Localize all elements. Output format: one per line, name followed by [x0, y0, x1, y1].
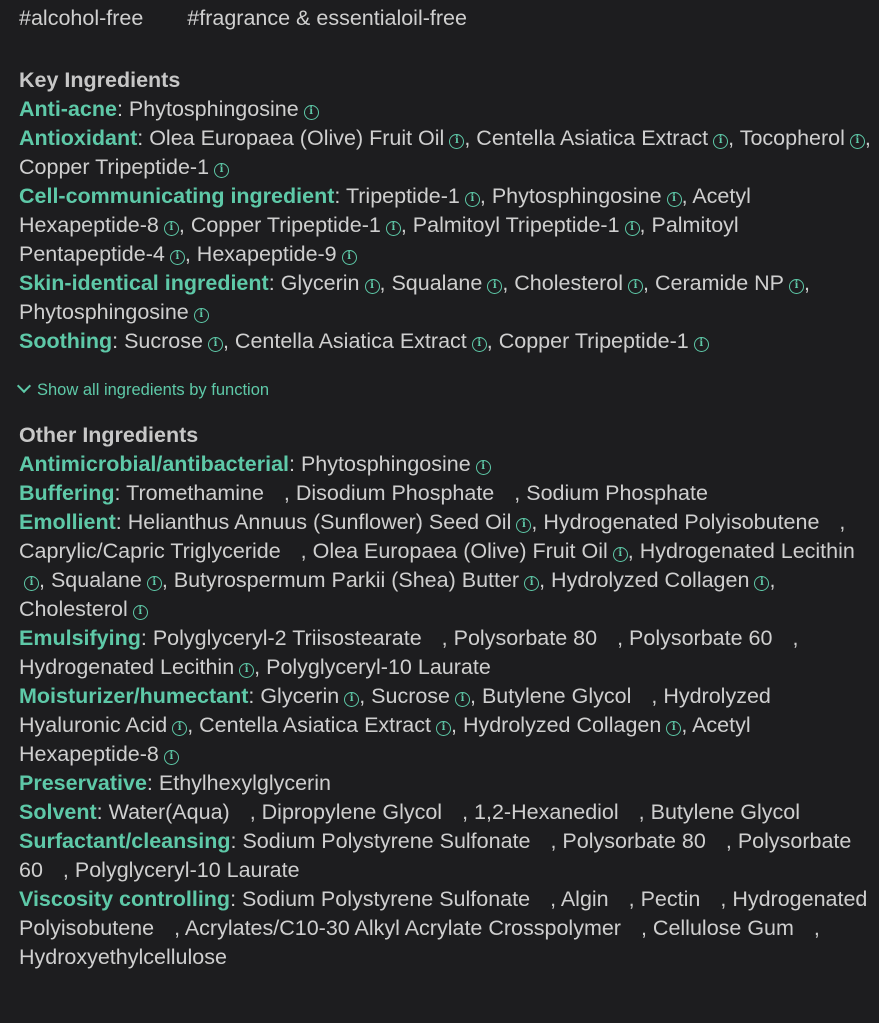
other-ingredients-title: Other Ingredients	[19, 423, 199, 447]
info-icon[interactable]: i	[613, 547, 628, 562]
chevron-down-icon	[17, 379, 31, 393]
function-group: Solvent: Water(Aqua) , Dipropylene Glycol , 1,2-Hexanediol , Butylene Glycol	[19, 800, 801, 824]
function-group: Emollient: Helianthus Annuus (Sunflower) Seed Oil i , Hydrogenated Polyisobutene , Caprylic/Capric Triglyceride , Olea Europaea (Olive) Fruit Oil i , Hydrogenated Lecithini , Squalane i , Butyrospermum Parkii (Shea) Butter i , Hydrolyzed Collagen i , Cholesterol i	[19, 510, 855, 621]
info-icon[interactable]: i	[239, 663, 254, 678]
info-icon[interactable]: i	[625, 221, 640, 236]
function-group: Preservative: Ethylhexylglycerin	[19, 771, 331, 795]
ingredient-name[interactable]: Hydrogenated Polyisobutene	[543, 510, 820, 534]
info-icon[interactable]: i	[524, 576, 539, 591]
tag-row	[19, 4, 874, 33]
ingredient-name[interactable]: Hexapeptide-9	[196, 242, 337, 266]
info-icon[interactable]: i	[164, 221, 179, 236]
info-icon[interactable]: i	[342, 250, 357, 265]
ingredient-name[interactable]: Squalane	[50, 568, 142, 592]
ingredient-name[interactable]: Ceramide NP	[654, 271, 785, 295]
info-icon[interactable]: i	[789, 279, 804, 294]
ingredient-name[interactable]: Hydrolyzed Collagen	[551, 568, 750, 592]
function-label[interactable]: Antioxidant	[19, 126, 138, 150]
toggle-label: Show all ingredients by function	[37, 381, 270, 399]
ingredient-name[interactable]: Palmitoyl Pentapeptide-4	[19, 213, 739, 266]
function-group: Viscosity controlling: Sodium Polystyrene Sulfonate , Algin , Pectin , Hydrogenated Polyisobutene , Acrylates/C10-30 Alkyl Acrylate Crosspolymer , Cellulose Gum , Hydroxyethylcellulose	[19, 887, 868, 969]
info-icon[interactable]: i	[465, 192, 480, 207]
info-icon[interactable]: i	[754, 576, 769, 591]
ingredient-name[interactable]: Phytosphingosine	[19, 300, 189, 324]
function-label[interactable]: Viscosity controlling	[19, 887, 231, 911]
ingredient-name[interactable]: Disodium Phosphate	[295, 481, 495, 505]
ingredient-name[interactable]: Cellulose Gum	[652, 916, 794, 940]
info-icon[interactable]: i	[487, 279, 502, 294]
ingredient-name[interactable]: Tromethamine	[126, 481, 264, 505]
info-icon[interactable]: i	[164, 750, 179, 765]
function-label[interactable]: Skin-identical ingredient	[19, 271, 269, 295]
function-label[interactable]: Preservative	[19, 771, 147, 795]
other-ingredients-list	[19, 450, 874, 972]
ingredient-name[interactable]: Polyglyceryl-10 Laurate	[74, 858, 300, 882]
ingredient-name[interactable]: Glycerin	[260, 684, 340, 708]
ingredient-name[interactable]: Copper Tripeptide-1	[19, 155, 210, 179]
ingredient-name[interactable]: Helianthus Annuus (Sunflower) Seed Oil	[127, 510, 512, 534]
info-icon[interactable]: i	[365, 279, 380, 294]
ingredient-name[interactable]: Dipropylene Glycol	[261, 800, 443, 824]
ingredient-name[interactable]: Polyglyceryl-10 Laurate	[266, 655, 491, 679]
info-icon[interactable]: i	[147, 576, 162, 591]
ingredient-name[interactable]: Cholesterol	[19, 597, 128, 621]
info-icon[interactable]: i	[214, 163, 229, 178]
info-icon[interactable]: i	[850, 134, 865, 149]
ingredient-name[interactable]: Phytosphingosine	[300, 452, 471, 476]
function-label[interactable]: Solvent	[19, 800, 97, 824]
ingredient-name[interactable]: Centella Asiatica Extract	[199, 713, 431, 737]
function-label[interactable]: Cell-communicating ingredient	[19, 184, 335, 208]
tag-alcohol-free[interactable]: #alcohol-free	[19, 6, 144, 30]
ingredient-name[interactable]: Hydrolyzed Collagen	[462, 713, 662, 737]
function-group: Anti-acne: Phytosphingosine i	[19, 95, 874, 124]
ingredient-name[interactable]: Polysorbate 60	[629, 626, 773, 650]
ingredients-panel	[19, 4, 874, 972]
ingredient-name[interactable]: Copper Tripeptide-1	[190, 213, 381, 237]
ingredient-name[interactable]: Sodium Phosphate	[526, 481, 708, 505]
function-group: Emulsifying: Polyglyceryl-2 Triisostearate , Polysorbate 80 , Polysorbate 60 , Hydrogenated Lecithin i , Polyglyceryl-10 Laurate	[19, 626, 799, 679]
function-group: Skin-identical ingredient: Glycerin i , Squalane i , Cholesterol i , Ceramide NP i , Phytosphingosine i	[19, 271, 811, 324]
function-group: Buffering: Tromethamine , Disodium Phosphate , Sodium Phosphate	[19, 481, 708, 505]
key-ingredients-list	[19, 95, 874, 356]
ingredient-name[interactable]: Centella Asiatica Extract	[234, 329, 467, 353]
info-icon[interactable]: i	[713, 134, 728, 149]
ingredient-name[interactable]: Copper Tripeptide-1	[498, 329, 689, 353]
function-group: Moisturizer/humectant: Glycerin i , Sucrose i , Butylene Glycol , Hydrolyzed Hyaluronic Acid i , Centella Asiatica Extract i , Hydrolyzed Collagen i , Acetyl Hexapeptide-8 i	[19, 684, 771, 766]
ingredient-name[interactable]: 1,2-Hexanediol	[474, 800, 619, 824]
ingredient-name[interactable]: Polysorbate 80	[562, 829, 706, 853]
info-icon[interactable]: i	[455, 692, 470, 707]
function-group: Surfactant/cleansing: Sodium Polystyrene Sulfonate , Polysorbate 80 , Polysorbate 60 , Polyglyceryl-10 Laurate	[19, 829, 852, 882]
ingredient-name[interactable]: Cholesterol	[514, 271, 624, 295]
function-group: Antioxidant: Olea Europaea (Olive) Fruit Oil i , Centella Asiatica Extract i , Tocopherol i , Copper Tripeptide-1 i	[19, 126, 871, 179]
info-icon[interactable]: i	[24, 576, 39, 591]
ingredient-name[interactable]: Caprylic/Capric Triglyceride	[19, 539, 281, 563]
info-icon[interactable]: i	[386, 221, 401, 236]
ingredient-name[interactable]: Tripeptide-1	[345, 184, 460, 208]
function-group: Antimicrobial/antibacterial: Phytosphingosine i	[19, 450, 874, 479]
ingredient-name[interactable]: Phytosphingosine	[128, 97, 299, 121]
ingredient-name[interactable]: Sucrose	[124, 329, 203, 353]
info-icon[interactable]: i	[436, 721, 451, 736]
ingredient-name[interactable]: Butyrospermum Parkii (Shea) Butter	[173, 568, 520, 592]
info-icon[interactable]: i	[208, 337, 223, 352]
info-icon[interactable]: i	[344, 692, 359, 707]
ingredient-name[interactable]: Tocopherol	[739, 126, 845, 150]
function-group: Soothing: Sucrose i , Centella Asiatica Extract i , Copper Tripeptide-1 i	[19, 327, 874, 356]
function-label[interactable]: Emulsifying	[19, 626, 141, 650]
function-label[interactable]: Buffering	[19, 481, 115, 505]
show-all-ingredients-toggle[interactable]	[19, 379, 874, 401]
ingredient-name[interactable]: Hydroxyethylcellulose	[19, 945, 227, 969]
ingredient-name[interactable]: Olea Europaea (Olive) Fruit Oil	[312, 539, 608, 563]
info-icon[interactable]: i	[194, 308, 209, 323]
tag-fragrance-free[interactable]: #fragrance & essentialoil-free	[187, 6, 467, 30]
ingredient-name[interactable]: Pectin	[640, 887, 701, 911]
ingredient-name[interactable]: Palmitoyl Tripeptide-1	[412, 213, 620, 237]
ingredient-name[interactable]: Acrylates/C10-30 Alkyl Acrylate Crosspolymer	[184, 916, 621, 940]
info-icon[interactable]: i	[666, 721, 681, 736]
function-label[interactable]: Surfactant/cleansing	[19, 829, 231, 853]
key-ingredients-title: Key Ingredients	[19, 68, 181, 92]
ingredient-name[interactable]: Polyglyceryl-2 Triisostearate	[152, 626, 422, 650]
info-icon[interactable]: i	[476, 460, 491, 475]
ingredient-name[interactable]: Polysorbate 60	[19, 829, 852, 882]
ingredient-name[interactable]: Ethylhexylglycerin	[158, 771, 331, 795]
function-label[interactable]: Emollient	[19, 510, 116, 534]
ingredient-name[interactable]: Sucrose	[371, 684, 451, 708]
info-icon[interactable]: i	[667, 192, 682, 207]
info-icon[interactable]: i	[170, 250, 185, 265]
ingredient-name[interactable]: Hydrogenated Lecithin	[639, 539, 855, 563]
function-label[interactable]: Antimicrobial/antibacterial	[19, 452, 290, 476]
ingredient-name[interactable]: Butylene Glycol	[481, 684, 632, 708]
ingredient-name[interactable]: Squalane	[391, 271, 483, 295]
ingredient-name[interactable]: Glycerin	[280, 271, 360, 295]
ingredient-name[interactable]: Centella Asiatica Extract	[476, 126, 709, 150]
ingredient-name[interactable]: Hydrogenated Polyisobutene	[19, 887, 868, 940]
ingredient-name[interactable]: Olea Europaea (Olive) Fruit Oil	[149, 126, 445, 150]
info-icon[interactable]: i	[516, 518, 531, 533]
info-icon[interactable]: i	[472, 337, 487, 352]
function-group: Cell-communicating ingredient: Tripeptide-1 i , Phytosphingosine i , Acetyl Hexapeptide-8 i , Copper Tripeptide-1 i , Palmitoyl Tripeptide-1 i , Palmitoyl Pentapeptide-4 i , Hexapeptide-9 i	[19, 184, 751, 266]
ingredient-name[interactable]: Water(Aqua)	[108, 800, 230, 824]
info-icon[interactable]: i	[628, 279, 643, 294]
ingredient-name[interactable]: Acetyl Hexapeptide-8	[19, 713, 751, 766]
info-icon[interactable]: i	[304, 105, 319, 120]
info-icon[interactable]: i	[133, 605, 148, 620]
ingredient-name[interactable]: Sodium Polystyrene Sulfonate	[242, 887, 531, 911]
ingredient-name[interactable]: Sodium Polystyrene Sulfonate	[242, 829, 531, 853]
ingredient-name[interactable]: Acetyl Hexapeptide-8	[19, 184, 751, 237]
ingredient-name[interactable]: Hydrolyzed Hyaluronic Acid	[19, 684, 771, 737]
info-icon[interactable]: i	[172, 721, 187, 736]
info-icon[interactable]: i	[449, 134, 464, 149]
info-icon[interactable]: i	[694, 337, 709, 352]
function-label[interactable]: Soothing	[19, 329, 113, 353]
ingredient-name[interactable]: Polysorbate 80	[453, 626, 598, 650]
ingredient-name[interactable]: Hydrogenated Lecithin	[19, 655, 235, 679]
function-label[interactable]: Anti-acne	[19, 97, 117, 121]
ingredient-name[interactable]: Algin	[560, 887, 609, 911]
ingredient-name[interactable]: Butylene Glycol	[650, 800, 801, 824]
function-label[interactable]: Moisturizer/humectant	[19, 684, 249, 708]
ingredient-name[interactable]: Phytosphingosine	[491, 184, 662, 208]
